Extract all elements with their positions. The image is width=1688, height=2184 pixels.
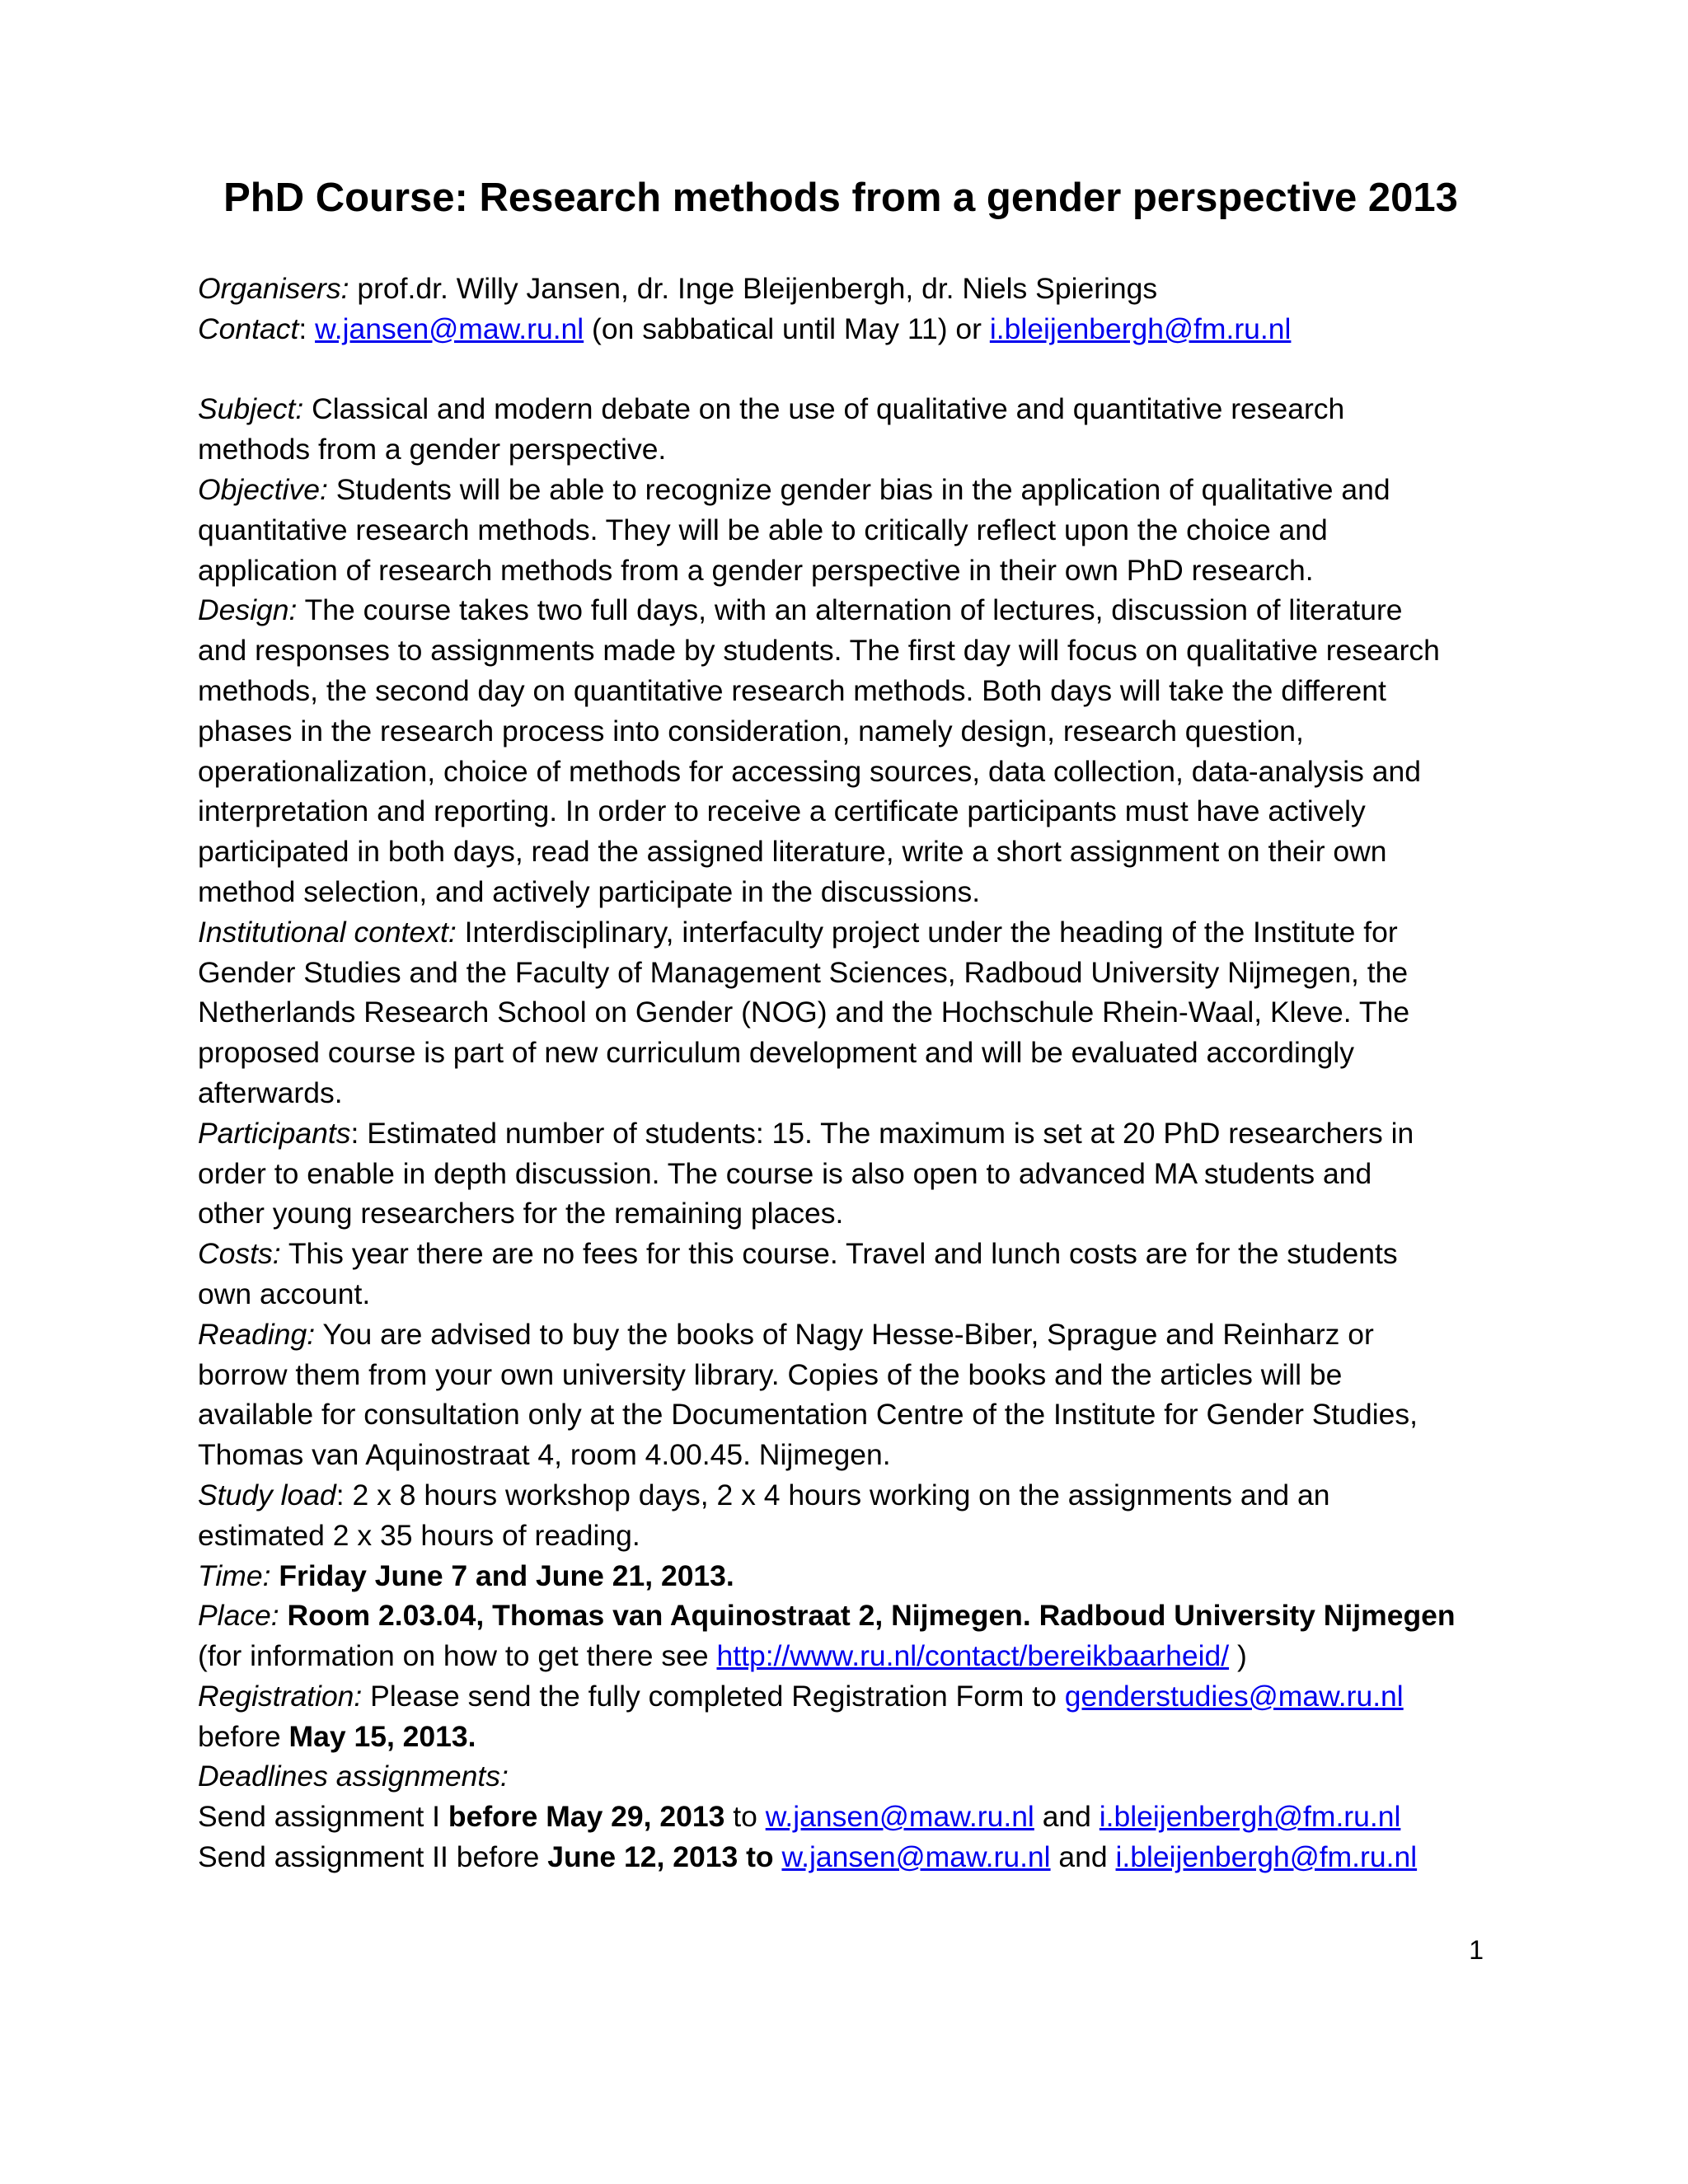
objective-text-1: Students will be able to recognize gender bias in the application of qualitative and xyxy=(327,472,1390,506)
reading-line-3: available for consultation only at the Documentation Centre of the Institute for Gender Studies, xyxy=(198,1398,1418,1432)
contact-email-bleijenbergh-link[interactable]: i.bleijenbergh@fm.ru.nl xyxy=(989,312,1292,345)
subject-line-2: methods from a gender perspective. xyxy=(198,433,667,466)
participants-line-3: other young researchers for the remaining places. xyxy=(198,1197,844,1230)
contact-line xyxy=(198,309,1517,349)
study-load-line-2: estimated 2 x 35 hours of reading. xyxy=(198,1518,640,1552)
institutional-line-5: afterwards. xyxy=(198,1076,343,1109)
objective-line-2: quantitative research methods. They will be able to critically reflect upon the choice and xyxy=(198,513,1328,546)
page-number: 1 xyxy=(1469,1935,1484,1965)
page-title: PhD Course: Research methods from a gender perspective 2013 xyxy=(223,176,1458,220)
design-line-6: interpretation and reporting. In order to receive a certificate participants must have actively xyxy=(198,794,1366,828)
subject-line-1 xyxy=(198,389,1517,429)
design-text-1: The course takes two full days, with an alternation of lectures, discussion of literature xyxy=(297,593,1403,627)
subject-label: Subject: xyxy=(198,392,304,426)
time-label: Time: xyxy=(198,1558,271,1592)
deadlines-label: Deadlines assignments: xyxy=(198,1760,509,1793)
design-line-5: operationalization, choice of methods for accessing sources, data collection, data-analysis and xyxy=(198,754,1421,788)
assignment-1-text: Send assignment I xyxy=(198,1800,448,1834)
assignment-1-deadline: before May 29, 2013 xyxy=(448,1800,725,1834)
contact-email-jansen-link[interactable]: w.jansen@maw.ru.nl xyxy=(315,312,584,345)
participants-line-2: order to enable in depth discussion. The course is also open to advanced MA students and xyxy=(198,1156,1372,1190)
reading-line-1 xyxy=(198,1315,1517,1355)
organisers-label: Organisers: xyxy=(198,272,349,305)
costs-text-1: This year there are no fees for this course. Travel and lunch costs are for the students xyxy=(280,1237,1398,1271)
contact-label: Contact xyxy=(198,312,299,345)
reading-line-4: Thomas van Aquinostraat 4, room 4.00.45. Nijmegen. xyxy=(198,1438,891,1472)
registration-line-1 xyxy=(198,1676,1517,1717)
registration-line-2 xyxy=(198,1717,1517,1757)
institutional-line-1 xyxy=(198,912,1517,953)
objective-line-3: application of research methods from a gender perspective in their own PhD research. xyxy=(198,553,1314,587)
institutional-line-2: Gender Studies and the Faculty of Management Sciences, Radboud University Nijmegen, the xyxy=(198,955,1409,989)
design-line-7: participated in both days, read the assigned literature, write a short assignment on their own xyxy=(198,835,1387,869)
study-load-line-1 xyxy=(198,1475,1517,1516)
spacer xyxy=(198,349,1517,390)
subject-text-1: Classical and modern debate on the use of qualitative and quantitative research xyxy=(303,392,1345,426)
design-label: Design: xyxy=(198,593,298,627)
assignment-2-space xyxy=(774,1840,782,1873)
design-line-2: and responses to assignments made by students. The first day will focus on qualitative research xyxy=(198,634,1440,668)
participants-line-1 xyxy=(198,1113,1517,1154)
place-info-text: (for information on how to get there see xyxy=(198,1639,717,1673)
place-line-2 xyxy=(198,1636,1517,1676)
assignment-2-and: and xyxy=(1050,1840,1116,1874)
place-info-close: ) xyxy=(1229,1639,1247,1673)
institutional-line-4: proposed course is part of new curriculum development and will be evaluated accordingly xyxy=(198,1036,1355,1070)
institutional-text-1: Interdisciplinary, interfaculty project under the heading of the Institute for xyxy=(456,915,1398,949)
assignment-1-line xyxy=(198,1797,1517,1837)
contact-middle-text: (on sabbatical until May 11) or xyxy=(584,312,990,345)
assignment-2-text: Send assignment II before xyxy=(198,1840,548,1874)
assignment-2-deadline: June 12, 2013 to xyxy=(547,1840,774,1874)
assignment-2-email-bleijenbergh-link[interactable]: i.bleijenbergh@fm.ru.nl xyxy=(1115,1840,1418,1874)
study-load-text-1: : 2 x 8 hours workshop days, 2 x 4 hours working on the assignments and an xyxy=(335,1478,1330,1511)
institutional-label: Institutional context: xyxy=(198,915,457,949)
registration-email-link[interactable]: genderstudies@maw.ru.nl xyxy=(1064,1679,1404,1713)
objective-label: Objective: xyxy=(198,472,328,506)
institutional-line-3: Netherlands Research School on Gender (NOG) and the Hochschule Rhein-Waal, Kleve. The xyxy=(198,996,1410,1029)
reading-text-1: You are advised to buy the books of Nagy Hesse-Biber, Sprague and Reinharz or xyxy=(315,1317,1374,1351)
costs-line-2: own account. xyxy=(198,1277,371,1310)
assignment-1-to: to xyxy=(724,1800,766,1834)
design-line-8: method selection, and actively participate in the discussions. xyxy=(198,874,981,908)
registration-text: Please send the fully completed Registration Form to xyxy=(362,1679,1065,1713)
participants-text-1: : Estimated number of students: 15. The maximum is set at 20 PhD researchers in xyxy=(350,1116,1414,1150)
place-line-1 xyxy=(198,1596,1517,1636)
assignment-2-email-jansen-link[interactable]: w.jansen@maw.ru.nl xyxy=(781,1840,1051,1874)
assignment-1-email-bleijenbergh-link[interactable]: i.bleijenbergh@fm.ru.nl xyxy=(1099,1800,1401,1834)
place-label: Place: xyxy=(198,1599,279,1633)
time-line xyxy=(198,1556,1517,1596)
document-body xyxy=(198,269,1517,1877)
registration-before-text: before xyxy=(198,1719,289,1753)
reading-line-2: borrow them from your own university library. Copies of the books and the articles will be xyxy=(198,1357,1343,1391)
directions-link[interactable]: http://www.ru.nl/contact/bereikbaarheid/ xyxy=(716,1639,1230,1673)
assignment-2-line xyxy=(198,1837,1517,1877)
reading-label: Reading: xyxy=(198,1317,316,1351)
organisers-text: prof.dr. Willy Jansen, dr. Inge Bleijenbergh, dr. Niels Spierings xyxy=(349,272,1158,305)
assignment-1-and: and xyxy=(1034,1800,1100,1834)
costs-line-1 xyxy=(198,1234,1517,1274)
deadlines-heading xyxy=(198,1756,1517,1797)
time-value: Friday June 7 and June 21, 2013. xyxy=(270,1558,734,1592)
costs-label: Costs: xyxy=(198,1237,281,1271)
objective-line-1 xyxy=(198,470,1517,510)
design-line-3: methods, the second day on quantitative research methods. Both days will take the different xyxy=(198,673,1386,707)
participants-label: Participants xyxy=(198,1116,351,1150)
organisers-line xyxy=(198,269,1517,309)
design-line-4: phases in the research process into consideration, namely design, research question, xyxy=(198,714,1304,748)
registration-deadline: May 15, 2013. xyxy=(288,1719,476,1753)
place-value: Room 2.03.04, Thomas van Aquinostraat 2, Nijmegen. Radboud University Nijmegen xyxy=(279,1599,1456,1633)
contact-colon: : xyxy=(298,312,316,345)
design-line-1 xyxy=(198,590,1517,630)
assignment-1-email-jansen-link[interactable]: w.jansen@maw.ru.nl xyxy=(765,1800,1034,1834)
study-load-label: Study load xyxy=(198,1478,336,1511)
registration-label: Registration: xyxy=(198,1679,363,1713)
